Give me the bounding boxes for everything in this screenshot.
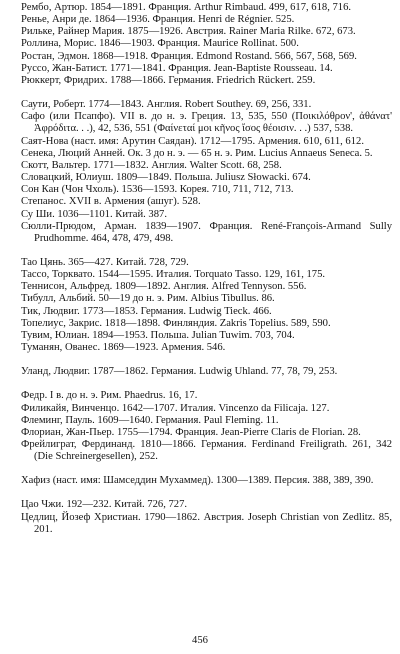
index-entry: Роллина, Морис. 1846—1903. Франция. Maurice Rollinat. 500. xyxy=(21,38,299,50)
index-entry: Сафо (или Псапфо). VII в. до н. э. Греция. 13, 535, 550 (Ποικιλόθρον', ἀθάνατ' Ἀφρόδιτα. . .), 42, 536, 551 (Φαίνεταί μοι κῆνος ἴσος θέοισιν. . .) 537, 538. xyxy=(21,111,392,135)
index-entry: Рильке, Райнер Мария. 1875—1926. Австрия. Rainer Maria Rilke. 672, 673. xyxy=(21,26,356,38)
index-entry: Тао Цянь. 365—427. Китай. 728, 729. xyxy=(21,256,189,268)
index-entry: Степанос. XVII в. Армения (ашуг). 528. xyxy=(21,196,201,208)
letter-gap xyxy=(21,378,392,390)
letter-gap xyxy=(21,487,392,499)
index-entry: Су Ши. 1036—1101. Китай. 387. xyxy=(21,208,167,220)
index-entry: Сюлли-Прюдом, Арман. 1839—1907. Франция. René-François-Armand Sully Prudhomme. 464, 478, 479, 498. xyxy=(21,220,392,244)
letter-gap xyxy=(21,245,392,257)
index-entry: Тик, Людвиг. 1773—1853. Германия. Ludwig Tieck. 466. xyxy=(21,305,272,317)
letter-gap xyxy=(21,354,392,366)
index-entry: Тибулл, Альбий. 50—19 до н. э. Рим. Albius Tibullus. 86. xyxy=(21,293,275,305)
index-entry: Скотт, Вальтер. 1771—1832. Англия. Walter Scott. 68, 258. xyxy=(21,159,282,171)
index-entry: Словацкий, Юлиуш. 1809—1849. Польша. Juliusz Słowacki. 674. xyxy=(21,172,311,184)
index-entry: Тувим, Юлиан. 1894—1953. Польша. Julian Tuwim. 703, 704. xyxy=(21,329,295,341)
index-entry: Сенека, Люций Анней. Ок. 3 до н. э. — 65 н. э. Рим. Lucius Annaeus Seneca. 5. xyxy=(21,147,373,159)
index-entry: Фрейлиграт, Фердинанд. 1810—1866. Германия. Ferdinand Freiligrath. 261, 342 (Die Schreinergesellen), 252. xyxy=(21,439,392,463)
index-entry: Туманян, Ованес. 1869—1923. Армения. 546. xyxy=(21,342,226,354)
index-entry: Флориан, Жан-Пьер. 1755—1794. Франция. Jean-Pierre Claris de Florian. 28. xyxy=(21,426,361,438)
index-entry: Филикайя, Винченцо. 1642—1707. Италия. Vincenzo da Filicaja. 127. xyxy=(21,402,330,414)
index-entry: Ростан, Эдмон. 1868—1918. Франция. Edmond Rostand. 566, 567, 568, 569. xyxy=(21,50,357,62)
index-entry: Уланд, Людвиг. 1787—1862. Германия. Ludwig Uhland. 77, 78, 79, 253. xyxy=(21,366,338,378)
index-entry: Руссо, Жан-Батист. 1771—1841. Франция. Jean-Baptiste Rousseau. 14. xyxy=(21,62,333,74)
index-entry: Ренье, Анри де. 1864—1936. Франция. Henri de Régnier. 525. xyxy=(21,14,295,26)
index-entry: Цедлиц, Йозеф Христиан. 1790—1862. Австрия. Joseph Christian von Zedlitz. 85, 201. xyxy=(21,511,392,535)
page-number: 456 xyxy=(192,635,208,646)
index-entry: Хафиз (наст. имя: Шамседдин Мухаммед). 1300—1389. Персия. 388, 389, 390. xyxy=(21,475,374,487)
index-entry: Саят-Нова (наст. имя: Арутин Саядан). 1712—1795. Армения. 610, 611, 612. xyxy=(21,135,364,147)
index-entry: Тассо, Торквато. 1544—1595. Италия. Torquato Tasso. 129, 161, 175. xyxy=(21,269,326,281)
index-entry: Рюккерт, Фридрих. 1788—1866. Германия. Friedrich Rückert. 259. xyxy=(21,74,316,86)
index-entry: Саути, Роберт. 1774—1843. Англия. Robert Southey. 69, 256, 331. xyxy=(21,99,312,111)
index-entry: Федр. I в. до н. э. Рим. Phaedrus. 16, 17. xyxy=(21,390,198,402)
index-entry: Сон Кан (Чон Чхоль). 1536—1593. Корея. 710, 711, 712, 713. xyxy=(21,184,294,196)
letter-gap xyxy=(21,463,392,475)
index-entry: Топелиус, Закрис. 1818—1898. Финляндия. Zakris Topelius. 589, 590. xyxy=(21,317,331,329)
index-entry: Теннисон, Альфред. 1809—1892. Англия. Alfred Tennyson. 556. xyxy=(21,281,307,293)
index-entry: Рембо, Артюр. 1854—1891. Франция. Arthur Rimbaud. 499, 617, 618, 716. xyxy=(21,2,352,13)
letter-gap xyxy=(21,87,392,99)
index-entry: Флеминг, Пауль. 1609—1640. Германия. Paul Fleming. 11. xyxy=(21,414,279,426)
index-entry: Цао Чжи. 192—232. Китай. 726, 727. xyxy=(21,499,188,511)
author-index xyxy=(0,2,400,536)
